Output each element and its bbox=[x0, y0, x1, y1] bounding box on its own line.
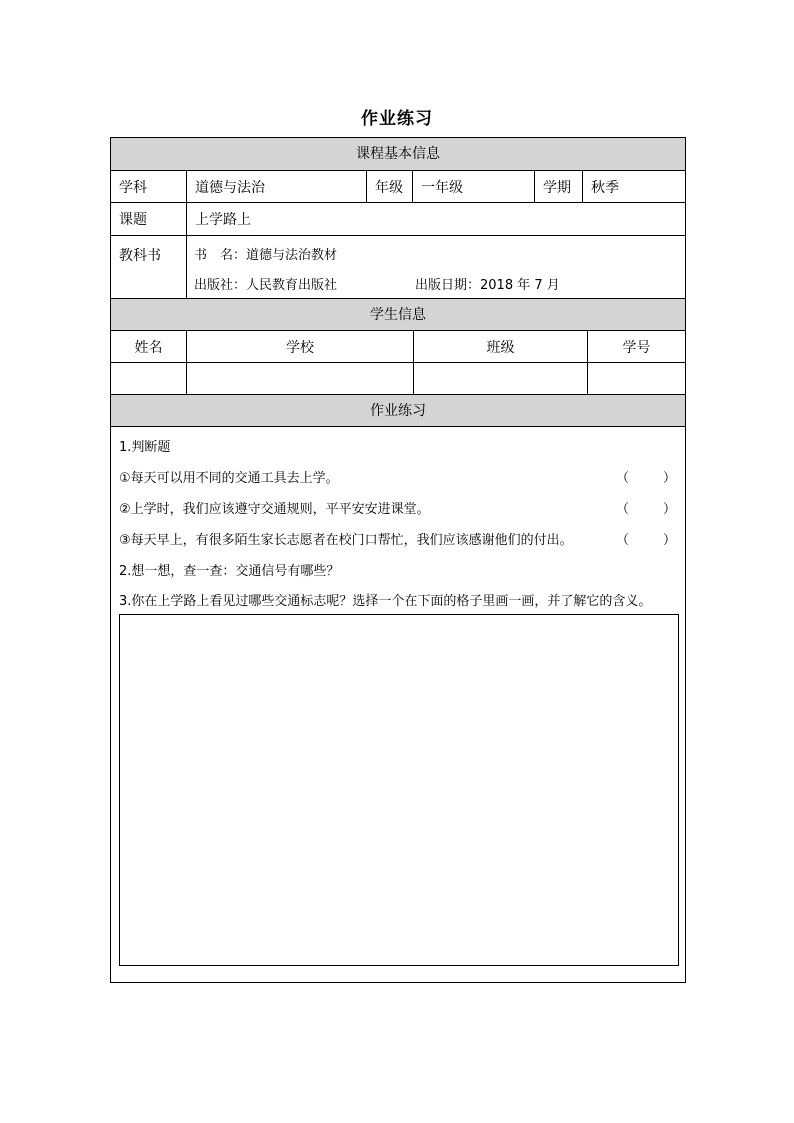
name-entry[interactable] bbox=[111, 363, 186, 394]
student-entry-row bbox=[111, 363, 685, 395]
question-2: 2.想一想，查一查：交通信号有哪些？ bbox=[119, 564, 340, 579]
grade-value: 一年级 bbox=[412, 171, 534, 202]
textbook-details bbox=[186, 236, 685, 298]
course-info-header: 课程基本信息 bbox=[111, 138, 685, 171]
answer-paren-open: （ bbox=[616, 471, 630, 486]
subject-row bbox=[111, 171, 685, 203]
grade-label: 年级 bbox=[366, 171, 412, 202]
textbook-label: 教科书 bbox=[119, 248, 161, 264]
lesson-row bbox=[111, 203, 685, 236]
student-info-header: 学生信息 bbox=[111, 299, 685, 331]
subject-value: 道德与法治 bbox=[186, 171, 366, 202]
publisher: 出版社：人民教育出版社 bbox=[194, 278, 338, 293]
school-entry[interactable] bbox=[186, 363, 413, 394]
answer-paren-close: ） bbox=[663, 502, 677, 517]
question-3: 3.你在上学路上看见过哪些交通标志呢？选择一个在下面的格子里画一画，并了解它的含义。 bbox=[119, 594, 652, 609]
term-label: 学期 bbox=[534, 171, 582, 202]
question-1-item: ①每天可以用不同的交通工具去上学。 bbox=[119, 471, 339, 486]
column-name: 姓名 bbox=[134, 339, 163, 356]
publish-date: 出版日期：2018 年 7 月 bbox=[415, 278, 560, 293]
answer-paren-open: （ bbox=[616, 533, 630, 548]
student-id-entry[interactable] bbox=[587, 363, 685, 394]
class-entry[interactable] bbox=[413, 363, 587, 394]
book-name: 书 名：道德与法治教材 bbox=[194, 248, 338, 263]
answer-paren-open: （ bbox=[616, 502, 630, 517]
subject-label: 学科 bbox=[119, 179, 147, 196]
lesson-label: 课题 bbox=[119, 212, 147, 228]
answer-paren-close: ） bbox=[663, 533, 677, 548]
lesson-value: 上学路上 bbox=[186, 203, 685, 235]
question-1-item: ③每天早上，有很多陌生家长志愿者在校门口帮忙，我们应该感谢他们的付出。 bbox=[119, 533, 573, 548]
drawing-box[interactable] bbox=[119, 614, 679, 966]
textbook-row bbox=[111, 236, 685, 299]
answer-paren-close: ） bbox=[663, 471, 677, 486]
term-value: 秋季 bbox=[582, 171, 685, 202]
column-student-id: 学号 bbox=[587, 331, 685, 362]
column-class: 班级 bbox=[413, 331, 587, 362]
column-school: 学校 bbox=[186, 331, 413, 362]
page-title: 作业练习 bbox=[361, 109, 433, 129]
homework-sheet bbox=[110, 137, 686, 983]
question-1-item: ②上学时，我们应该遵守交通规则，平平安安进课堂。 bbox=[119, 502, 430, 517]
homework-header: 作业练习 bbox=[111, 395, 685, 427]
question-1-title: 1.判断题 bbox=[119, 440, 171, 455]
student-columns-row bbox=[111, 331, 685, 363]
